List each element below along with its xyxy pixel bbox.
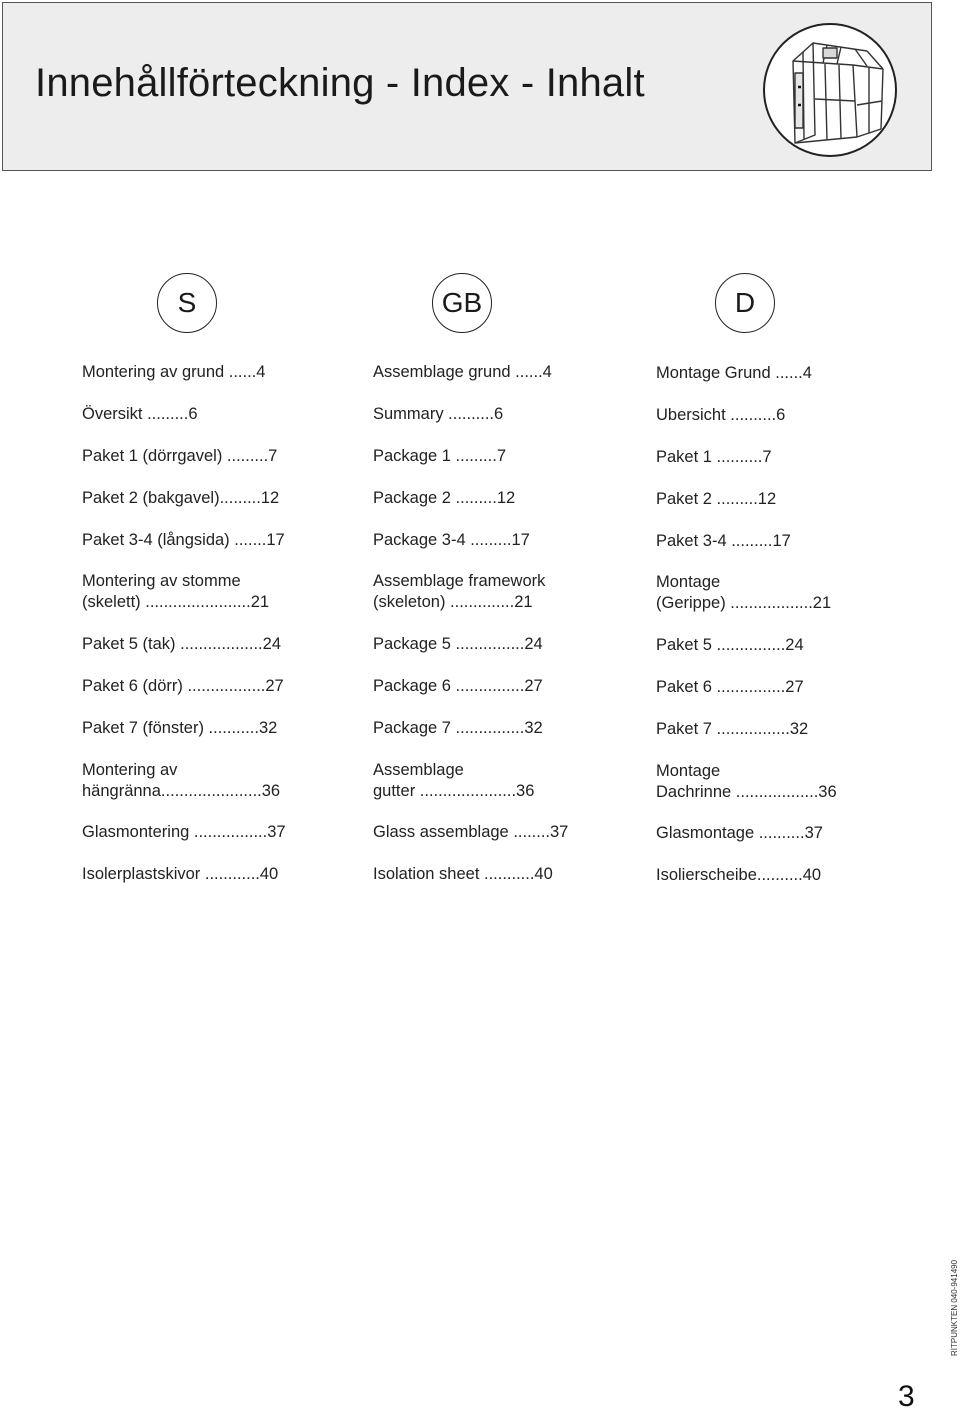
toc-entry [656, 405, 785, 426]
toc-entry-line: Paket 7 ................32 [656, 720, 809, 738]
toc-entry [373, 488, 515, 509]
toc-entry-line: Paket 6 (dörr) .................27 [82, 677, 284, 695]
toc-entry-line: hängränna......................36 [82, 782, 281, 800]
toc-entry-line: Package 1 .........7 [373, 447, 506, 465]
toc-entry [373, 760, 534, 802]
toc-entry-line: Isolerplastskivor ............40 [82, 865, 279, 883]
lang-badge-d [715, 273, 775, 333]
lang-badge-gb [432, 273, 492, 333]
toc-entry-line: Package 3-4 .........17 [373, 531, 530, 549]
page-title: Innehållförteckning - Index - Inhalt [35, 61, 645, 105]
toc-entry-line: Montage Grund ......4 [656, 364, 812, 382]
toc-entry [82, 822, 286, 843]
toc-entry-line: Montage [656, 573, 721, 591]
toc-entry [373, 530, 530, 551]
toc-entry [82, 864, 278, 885]
toc-entry [82, 571, 269, 613]
toc-entry-line: gutter .....................36 [373, 782, 535, 800]
toc-entry-line: Package 5 ...............24 [373, 635, 543, 653]
toc-entry [82, 446, 277, 467]
toc-entry [656, 531, 791, 552]
toc-entry-line: Montering av [82, 761, 178, 779]
lang-label-s: S [177, 287, 197, 318]
toc-entry-line: Isolierscheibe..........40 [656, 866, 822, 884]
header-box [2, 2, 932, 171]
toc-entry [373, 822, 568, 843]
toc-entry-line: Ubersicht ..........6 [656, 406, 786, 424]
toc-entry-line: Package 7 ...............32 [373, 719, 543, 737]
toc-entry-line: Glasmontering ................37 [82, 823, 286, 841]
toc-entry-line: Summary ..........6 [373, 405, 504, 423]
toc-entry [82, 488, 279, 509]
greenhouse-logo [763, 23, 897, 157]
side-code: RITPUNKTEN 040-941490 [950, 1259, 959, 1356]
toc-entry-line: Package 2 .........12 [373, 489, 516, 507]
toc-entry [656, 635, 804, 656]
toc-entry [82, 530, 285, 551]
toc-entry-line: Montage [656, 762, 721, 780]
toc-entry [373, 676, 543, 697]
toc-entry-line: Assemblage [373, 761, 464, 779]
toc-entry-line: Montering av stomme [82, 572, 241, 590]
toc-entry [82, 362, 265, 383]
toc-entry [373, 362, 552, 383]
toc-entry [82, 404, 198, 425]
toc-entry-line: Paket 1 ..........7 [656, 448, 772, 466]
toc-entry [373, 446, 506, 467]
toc-entry-line: Assemblage framework [373, 572, 546, 590]
toc-entry-line: Paket 3-4 (långsida) .......17 [82, 531, 285, 549]
toc-entry-line: Dachrinne ..................36 [656, 783, 837, 801]
toc-entry [656, 489, 776, 510]
toc-entry [82, 634, 281, 655]
toc-entry [656, 823, 823, 844]
toc-entry [656, 447, 772, 468]
toc-entry [656, 761, 837, 803]
toc-entry [656, 572, 831, 614]
lang-label-gb: GB [441, 287, 483, 318]
toc-entry-line: Paket 5 (tak) ..................24 [82, 635, 281, 653]
page-number: 3 [898, 1380, 915, 1413]
toc-entry-line: Glasmontage ..........37 [656, 824, 823, 842]
toc-entry [656, 865, 821, 886]
lang-label-d: D [734, 287, 756, 318]
toc-entry [82, 718, 277, 739]
toc-entry [656, 719, 808, 740]
toc-entry-line: (skeleton) ..............21 [373, 593, 533, 611]
toc-entry [373, 864, 553, 885]
toc-entry-line: (skelett) .......................21 [82, 593, 270, 611]
toc-entry [82, 676, 284, 697]
toc-entry-line: Paket 1 (dörrgavel) .........7 [82, 447, 278, 465]
toc-entry-line: Montering av grund ......4 [82, 363, 266, 381]
toc-entry-line: (Gerippe) ..................21 [656, 594, 832, 612]
toc-entry-line: Paket 5 ...............24 [656, 636, 804, 654]
lang-badge-s [157, 273, 217, 333]
toc-entry [373, 571, 545, 613]
toc-entry-line: Översikt .........6 [82, 405, 198, 423]
toc-entry [82, 760, 280, 802]
toc-entry-line: Paket 2 .........12 [656, 490, 777, 508]
toc-entry [373, 718, 543, 739]
toc-entry [656, 677, 804, 698]
toc-entry [373, 634, 543, 655]
toc-entry-line: Assemblage grund ......4 [373, 363, 552, 381]
toc-entry [656, 363, 812, 384]
toc-entry-line: Package 6 ...............27 [373, 677, 543, 695]
toc-entry-line: Isolation sheet ...........40 [373, 865, 553, 883]
toc-entry [373, 404, 503, 425]
toc-entry-line: Paket 6 ...............27 [656, 678, 804, 696]
toc-entry-line: Glass assemblage ........37 [373, 823, 569, 841]
toc-entry-line: Paket 2 (bakgavel).........12 [82, 489, 280, 507]
greenhouse-icon [765, 25, 899, 159]
toc-entry-line: Paket 3-4 .........17 [656, 532, 791, 550]
toc-entry-line: Paket 7 (fönster) ...........32 [82, 719, 278, 737]
